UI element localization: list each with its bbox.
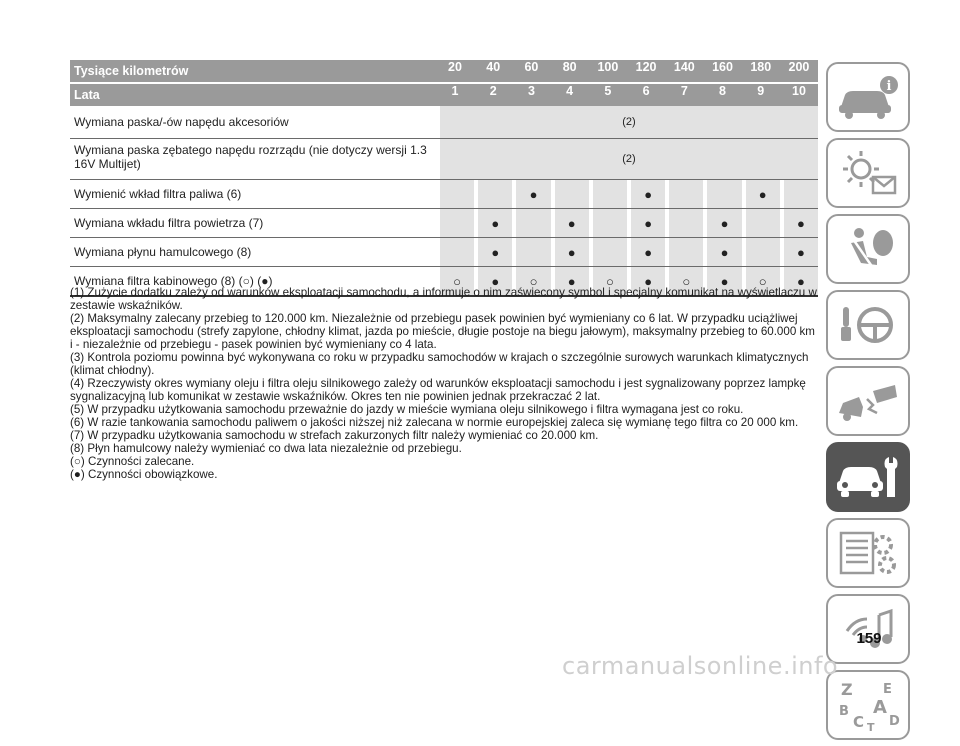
table-cell: [593, 209, 627, 237]
table-row: [70, 106, 818, 139]
km-value: 100: [597, 60, 619, 74]
table-cell: ○: [669, 267, 703, 295]
footnote: (8) Płyn hamulcowy należy wymieniać co dwa lata niezależnie od przebiegu.: [70, 442, 462, 455]
table-cell: ●: [631, 267, 665, 295]
car-info-icon: [833, 69, 903, 125]
table-cell: ○: [746, 267, 780, 295]
year-value: 9: [757, 84, 765, 98]
tab-multimedia[interactable]: [826, 594, 910, 664]
table-cell: ●: [784, 209, 818, 237]
specifications-gear-icon: [833, 525, 903, 581]
table-cell: [478, 180, 512, 208]
warning-lights-icon: [833, 145, 903, 201]
table-cell: [746, 209, 780, 237]
km-value: 200: [788, 60, 810, 74]
footnote: (4) Rzeczywisty okres wymiany oleju i filtra oleju silnikowego zależy od warunków eksploatacji samochodu i jest sygnalizowany poprzez lampkę sygnalizacyjną lub komunikat w zestawie wskaźników. Okres ten nie powinien jednak przekraczać 2 lat.: [70, 377, 806, 403]
index-letter: E: [883, 682, 892, 697]
footnotes: [70, 286, 820, 481]
table-cell: [669, 238, 703, 266]
table-cell: ●: [784, 267, 818, 295]
table-cell: ●: [516, 180, 550, 208]
alphabetical-index-icon: [833, 677, 903, 733]
row-label: Wymiana wkładu filtra powietrza (7): [74, 216, 264, 230]
airbag-safety-icon: [833, 221, 903, 277]
table-cell: ●: [555, 238, 589, 266]
row-label: Wymiana filtra kabinowego (8) (○) (●): [74, 274, 273, 288]
footnote: (3) Kontrola poziomu powinna być wykonywana co roku w przypadku samochodów w krajach o szczególnie surowych warunkach klimatycznych (klimat chłodny).: [70, 351, 809, 377]
row-label: Wymiana paska/-ów napędu akcesoriów: [74, 115, 289, 129]
table-cell: ○: [516, 267, 550, 295]
table-cell: [440, 209, 474, 237]
watermark: carmanualsonline.info: [562, 652, 839, 680]
index-letter: T: [867, 721, 875, 733]
year-value: 2: [489, 84, 497, 98]
table-cell: [707, 180, 741, 208]
table-cell: [516, 209, 550, 237]
maintenance-table: [70, 60, 818, 297]
year-value: 5: [604, 84, 612, 98]
svg-text:i: i: [886, 79, 892, 94]
row-label: Wymiana płynu hamulcowego (8): [74, 245, 252, 259]
tab-airbag-safety[interactable]: [826, 214, 910, 284]
year-value: 3: [527, 84, 535, 98]
table-cell: ●: [784, 238, 818, 266]
table-cell: ●: [478, 238, 512, 266]
footnote: (5) W przypadku użytkowania samochodu przeważnie do jazdy w mieście wymiana oleju silnikowego i filtra wymagana jest co roku.: [70, 403, 744, 416]
km-value: 80: [562, 60, 577, 74]
km-values: [432, 60, 818, 82]
table-cell: ●: [746, 180, 780, 208]
tab-warning-lights[interactable]: [826, 138, 910, 208]
km-value: 180: [750, 60, 772, 74]
table-cell: [555, 180, 589, 208]
footnote: (6) W razie tankowania samochodu paliwem o jakości niższej niż zalecana w normie europejskiej zaleca się wymianę tego filtra co 20 000 km.: [70, 416, 799, 429]
table-cell: [593, 180, 627, 208]
year-value: 4: [566, 84, 574, 98]
km-value: 140: [673, 60, 695, 74]
year-value: 7: [680, 84, 688, 98]
car-crash-icon: [833, 373, 903, 429]
header-years-row: [70, 84, 818, 106]
year-value: 8: [719, 84, 726, 98]
tab-car-info[interactable]: [826, 62, 910, 132]
tab-steering-wheel[interactable]: [826, 290, 910, 360]
table-cell: ●: [555, 267, 589, 295]
footnote: (1) Zużycie dodatku zależy od warunków eksploatacji samochodu, a informuje o nim zaświecony symbol i specjalny komunikat na wyświetlaczu w zestawie wskaźników.: [70, 286, 817, 312]
table-cell: [746, 238, 780, 266]
multimedia-icon: [833, 601, 903, 657]
table-cell: ○: [440, 267, 474, 295]
table-cell: [669, 180, 703, 208]
table-cell: ●: [478, 267, 512, 295]
table-cell: [440, 180, 474, 208]
header-km-row: [70, 60, 818, 82]
year-value: 10: [792, 84, 806, 98]
header-years-label: Lata: [74, 88, 100, 102]
row-span-cell: (2): [440, 106, 818, 138]
row-span-cell: (2): [440, 139, 818, 179]
km-value: 20: [448, 60, 462, 74]
table-cell: ●: [631, 180, 665, 208]
table-cell: [784, 180, 818, 208]
table-cell: ○: [593, 267, 627, 295]
index-letter: B: [839, 704, 849, 719]
tab-specifications[interactable]: [826, 518, 910, 588]
table-row: [70, 238, 818, 267]
table-cell: ●: [478, 209, 512, 237]
table-cell: [516, 238, 550, 266]
table-cell: ●: [631, 238, 665, 266]
footnote: (○) Czynności zalecane.: [70, 455, 195, 468]
page-number: 159: [856, 630, 882, 647]
table-cell: [669, 209, 703, 237]
year-value: 6: [642, 84, 650, 98]
km-value: 60: [524, 60, 539, 74]
table-row: [70, 209, 818, 238]
km-value: 120: [635, 60, 657, 74]
tab-alphabetical-index[interactable]: [826, 670, 910, 740]
tab-car-crash[interactable]: [826, 366, 910, 436]
row-label: Wymiana paska zębatego napędu rozrządu (nie dotyczy wersji 1.3 16V Multijet): [74, 143, 427, 171]
header-km-label: Tysiące kilometrów: [74, 64, 189, 78]
index-letter: A: [873, 697, 887, 718]
year-value: 1: [451, 84, 459, 98]
steering-wheel-key-icon: [833, 297, 903, 353]
table-cell: ●: [707, 267, 741, 295]
table-cell: ●: [707, 209, 741, 237]
footnote: (7) W przypadku użytkowania samochodu w strefach zakurzonych filtr należy wymieniać co 20.000 km.: [70, 429, 599, 442]
table-cell: [593, 238, 627, 266]
km-value: 40: [486, 60, 501, 74]
table-row: [70, 139, 818, 180]
index-letter: C: [853, 713, 865, 731]
table-cell: ●: [707, 238, 741, 266]
table-cell: [440, 238, 474, 266]
car-service-wrench-icon: [833, 449, 903, 505]
table-row: [70, 180, 818, 209]
index-letter: Z: [841, 680, 853, 699]
table-cell: ●: [631, 209, 665, 237]
row-label: Wymienić wkład filtra paliwa (6): [74, 187, 242, 201]
table-cell: ●: [555, 209, 589, 237]
footnote: (●) Czynności obowiązkowe.: [70, 468, 218, 481]
index-letter: D: [889, 714, 900, 729]
km-value: 160: [712, 60, 733, 74]
footnote: (2) Maksymalny zalecany przebieg to 120.000 km. Niezależnie od przebiegu pasek powinien być wymieniany co 6 lat. W przypadku uciążliwej eksploatacji samochodu (strefy zapylone, chłodny klimat, jazda po mieście, długie postoje na biegu jałowym), maksymalny przebieg to 60.000 km i - niezależnie od przebiegu - pasek powinien być wymieniany co 4 lata.: [70, 312, 815, 351]
year-values: [432, 84, 818, 106]
tab-car-service[interactable]: [826, 442, 910, 512]
